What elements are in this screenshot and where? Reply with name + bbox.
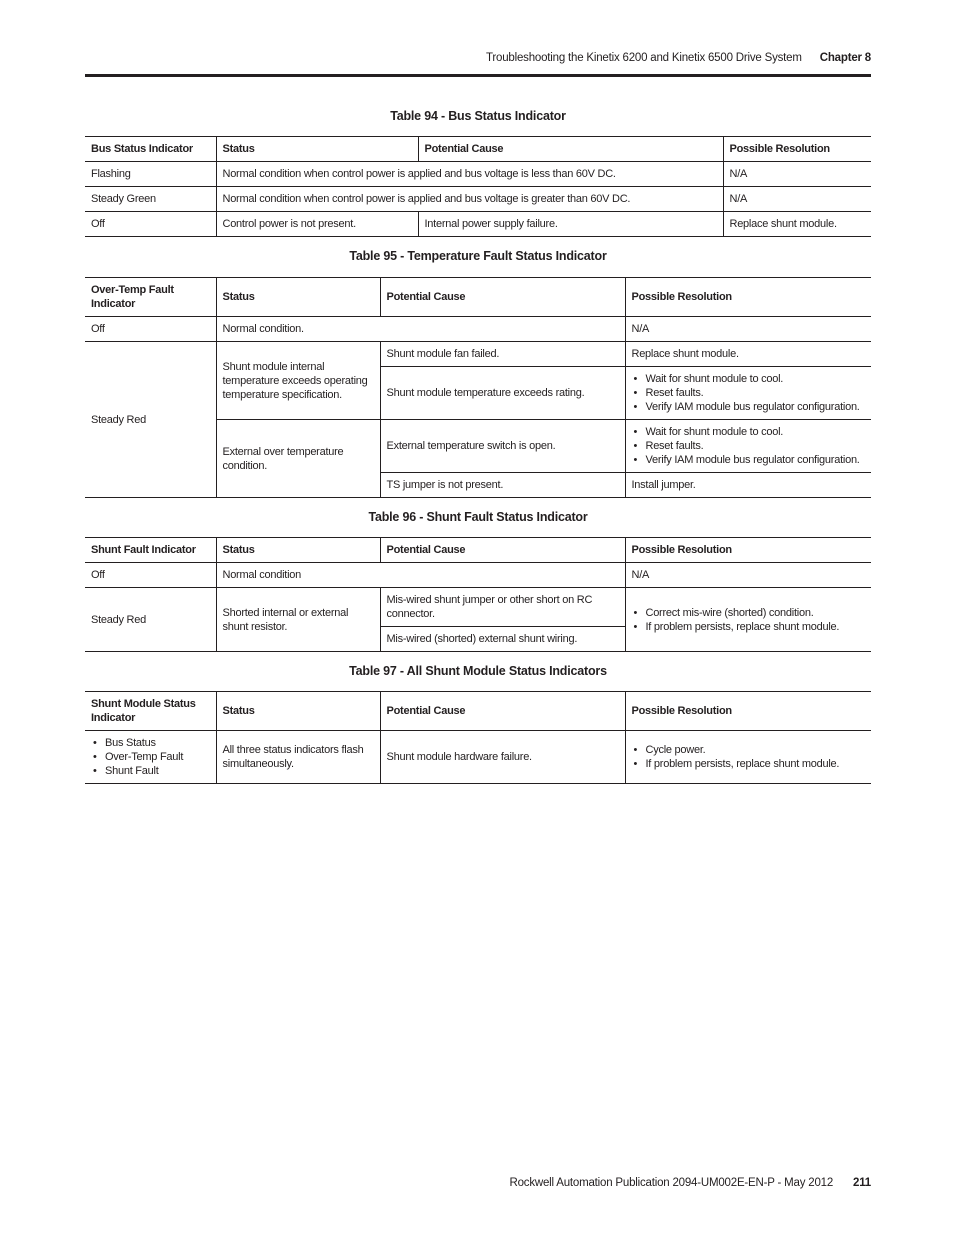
table-row — [85, 731, 871, 784]
status-cell: All three status indicators flash simultaneously. — [216, 731, 380, 784]
resolution-cell — [625, 420, 871, 473]
cause-cell: Shunt module fan failed. — [380, 342, 625, 367]
list-item: • Reset faults. — [632, 439, 866, 453]
table96-shunt-fault — [85, 537, 871, 652]
indicator-cell: Steady Green — [85, 187, 216, 212]
indicator-cell: Flashing — [91, 168, 131, 180]
table95-caption: Table 95 - Temperature Fault Status Indicator — [349, 249, 607, 263]
indicator-list — [91, 736, 210, 778]
resolution-list — [632, 372, 866, 414]
table96-header-resolution: Possible Resolution — [625, 538, 871, 563]
list-item: • Over-Temp Fault — [91, 750, 210, 764]
status-cell: Normal condition when control power is applied and bus voltage is greater than 60V DC. — [216, 187, 723, 212]
indicator-cell: Off — [91, 569, 105, 581]
list-item: • Correct mis-wire (shorted) condition. — [632, 606, 866, 620]
list-item: • Verify IAM module bus regulator configuration. — [632, 400, 866, 414]
cause-cell: Shunt module temperature exceeds rating. — [380, 367, 625, 420]
table-row — [85, 162, 871, 187]
indicator-cell: Off — [91, 323, 105, 335]
table-row — [85, 317, 871, 342]
table95-temperature-fault — [85, 277, 871, 498]
status-cell: Shunt module internal temperature exceeds operating temperature specification. — [216, 342, 380, 420]
table-row — [85, 212, 871, 237]
table97-all-shunt-indicators — [85, 691, 871, 784]
cause-cell: TS jumper is not present. — [380, 473, 625, 498]
list-item: • If problem persists, replace shunt module. — [632, 620, 866, 634]
status-cell: Control power is not present. — [216, 212, 418, 237]
table-row — [85, 342, 871, 367]
resolution-cell: N/A — [625, 563, 871, 588]
list-item: • Wait for shunt module to cool. — [632, 425, 866, 439]
status-cell: Normal condition when control power is applied and bus voltage is less than 60V DC. — [216, 162, 723, 187]
table94-caption: Table 94 - Bus Status Indicator — [390, 109, 566, 123]
resolution-list — [632, 606, 866, 634]
table94-header-indicator: Bus Status Indicator — [85, 137, 216, 162]
status-cell: Normal condition. — [216, 317, 625, 342]
table97-header-resolution: Possible Resolution — [625, 692, 871, 731]
page-number: 211 — [853, 1177, 871, 1189]
table-row — [85, 187, 871, 212]
cause-cell: Internal power supply failure. — [418, 212, 723, 237]
table95-header-resolution: Possible Resolution — [625, 278, 871, 317]
resolution-cell: N/A — [723, 187, 871, 212]
table-row — [85, 563, 871, 588]
indicator-cell — [85, 731, 216, 784]
table96-caption: Table 96 - Shunt Fault Status Indicator — [368, 510, 588, 524]
resolution-cell — [625, 367, 871, 420]
resolution-cell: Replace shunt module. — [723, 212, 871, 237]
header-rule — [85, 74, 871, 77]
status-cell: Shorted internal or external shunt resistor. — [216, 588, 380, 652]
table95-header-status: Status — [216, 278, 380, 317]
publication-info: Rockwell Automation Publication 2094-UM002E-EN-P - May 2012 — [509, 1177, 834, 1189]
resolution-list — [632, 743, 866, 771]
cause-cell: External temperature switch is open. — [380, 420, 625, 473]
page-footer — [85, 1177, 871, 1189]
list-item: • If problem persists, replace shunt module. — [632, 757, 866, 771]
header-title: Troubleshooting the Kinetix 6200 and Kinetix 6500 Drive System — [485, 52, 802, 64]
table-row — [85, 588, 871, 627]
resolution-cell — [625, 731, 871, 784]
resolution-list — [632, 425, 866, 467]
resolution-cell: N/A — [625, 317, 871, 342]
table95-header-cause: Potential Cause — [380, 278, 625, 317]
resolution-cell: Install jumper. — [625, 473, 871, 498]
table97-caption: Table 97 - All Shunt Module Status Indicators — [349, 664, 607, 678]
table96-header-cause: Potential Cause — [380, 538, 625, 563]
status-cell: External over temperature condition. — [216, 420, 380, 498]
resolution-cell — [625, 588, 871, 652]
cause-cell: Mis-wired shunt jumper or other short on RC connector. — [380, 588, 625, 627]
resolution-cell: N/A — [723, 162, 871, 187]
page-header — [85, 52, 871, 64]
indicator-cell: Steady Red — [85, 588, 216, 652]
indicator-cell: Off — [85, 212, 216, 237]
table96-header-indicator: Shunt Fault Indicator — [85, 538, 216, 563]
table97-header-indicator: Shunt Module Status Indicator — [85, 692, 216, 731]
list-item: • Bus Status — [91, 736, 210, 750]
indicator-cell: Steady Red — [85, 342, 216, 498]
list-item: • Reset faults. — [632, 386, 866, 400]
table94-header-cause: Potential Cause — [418, 137, 723, 162]
chapter-label: Chapter 8 — [819, 52, 871, 64]
table94-header-resolution: Possible Resolution — [723, 137, 871, 162]
cause-cell: Mis-wired (shorted) external shunt wiring. — [380, 627, 625, 652]
list-item: • Cycle power. — [632, 743, 866, 757]
table97-header-cause: Potential Cause — [380, 692, 625, 731]
list-item: • Wait for shunt module to cool. — [632, 372, 866, 386]
status-cell: Normal condition — [216, 563, 625, 588]
resolution-cell: Replace shunt module. — [625, 342, 871, 367]
table97-header-status: Status — [216, 692, 380, 731]
list-item: • Shunt Fault — [91, 764, 210, 778]
cause-cell: Shunt module hardware failure. — [380, 731, 625, 784]
table95-header-indicator: Over-Temp Fault Indicator — [85, 278, 216, 317]
table94-header-status: Status — [216, 137, 418, 162]
list-item: • Verify IAM module bus regulator configuration. — [632, 453, 866, 467]
table94-bus-status — [85, 136, 871, 237]
table96-header-status: Status — [216, 538, 380, 563]
